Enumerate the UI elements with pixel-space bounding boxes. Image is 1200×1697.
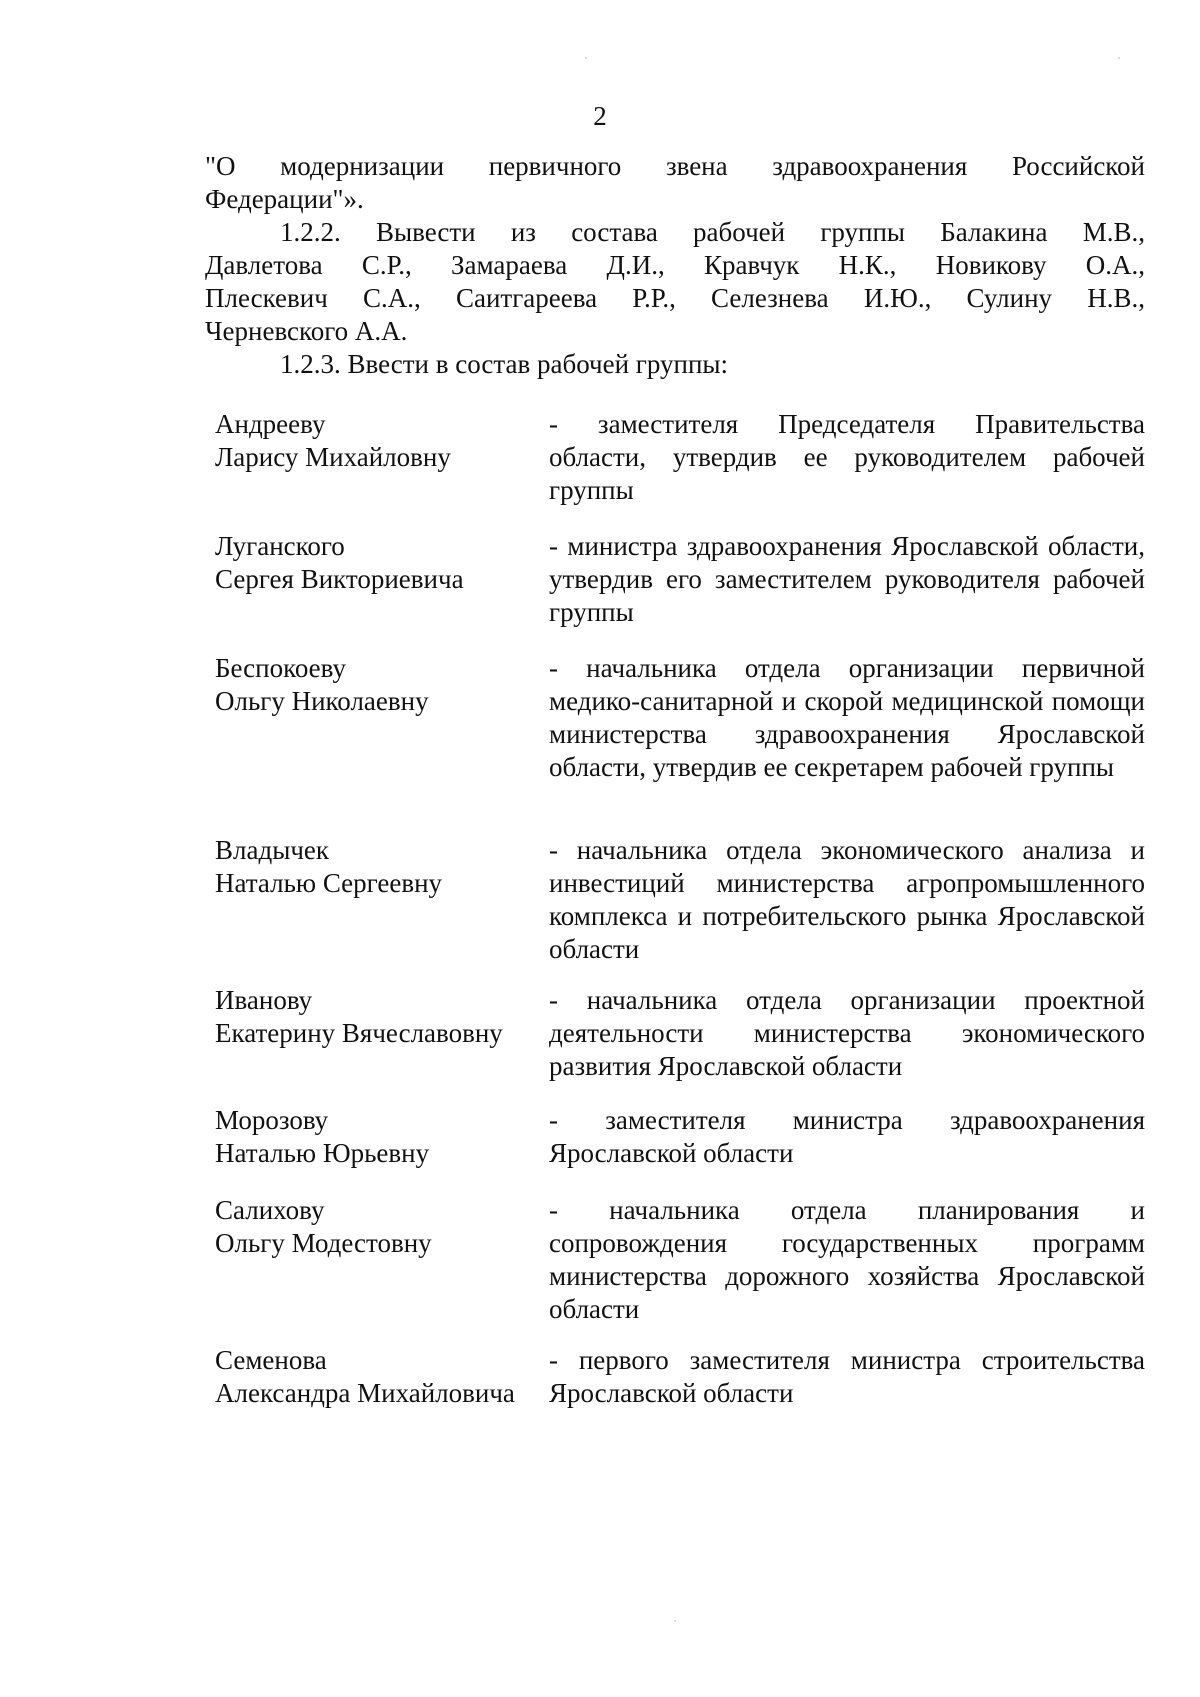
clause-123-heading: 1.2.3. Ввести в состав рабочей группы: xyxy=(280,349,729,379)
page-number: 2 xyxy=(593,101,607,131)
member-surname: Морозову xyxy=(215,1105,329,1135)
member-surname: Иванову xyxy=(215,985,313,1015)
member-surname: Семенова xyxy=(215,1345,327,1375)
member-surname: Салихову xyxy=(215,1195,325,1225)
member-name xyxy=(215,652,545,718)
member-name xyxy=(215,984,545,1050)
member-given-names: Сергея Викториевича xyxy=(215,564,464,594)
member-role: - заместителя министра здравоохранения Ярославской области xyxy=(549,1105,1145,1168)
member-role: - начальника отдела планирования и сопровождения государственных программ министерства дорожного хозяйства Ярославской области xyxy=(549,1195,1145,1324)
clause-122-line-4: Черневского А.А. xyxy=(205,316,408,346)
member-given-names: Александра Михайловича xyxy=(215,1378,515,1408)
member-role: - заместителя Председателя Правительства области, утвердив ее руководителем рабочей группы xyxy=(549,409,1145,505)
member-role: - первого заместителя министра строительства Ярославской области xyxy=(549,1345,1145,1408)
member-name xyxy=(215,1104,545,1170)
member-name xyxy=(215,1194,545,1260)
member-given-names: Наталью Сергеевну xyxy=(215,868,443,898)
member-name xyxy=(215,834,545,900)
member-surname: Луганского xyxy=(215,531,345,561)
scan-speck xyxy=(585,57,587,59)
member-surname: Беспокоеву xyxy=(215,653,346,683)
member-surname: Андрееву xyxy=(215,409,326,439)
member-given-names: Ольгу Николаевну xyxy=(215,686,429,716)
member-role: - начальника отдела экономического анализа и инвестиций министерства агропромышленного комплекса и потребительского рынка Ярославской области xyxy=(549,835,1145,964)
member-role: - начальника отдела организации проектной деятельности министерства экономического развития Ярославской области xyxy=(549,985,1145,1081)
member-role: - министра здравоохранения Ярославской области, утвердив его заместителем руководителя рабочей группы xyxy=(549,531,1145,627)
member-given-names: Екатерину Вячеславовну xyxy=(215,1018,503,1048)
clause-122-line-2: Давлетова С.Р., Замараева Д.И., Кравчук Н.К., Новикову О.А., xyxy=(205,250,1145,280)
member-given-names: Наталью Юрьевну xyxy=(215,1138,430,1168)
intro-line-1: "О модернизации первичного звена здравоохранения Российской xyxy=(205,151,1145,181)
member-name xyxy=(215,1344,545,1410)
clause-122-line-1: 1.2.2. Вывести из состава рабочей группы Балакина М.В., xyxy=(280,217,1145,247)
member-name xyxy=(215,408,545,474)
member-role: - начальника отдела организации первичной медико-санитарной и скорой медицинской помощи министерства здравоохранения Ярославской области, утвердив ее секретарем рабочей группы xyxy=(549,653,1145,782)
member-given-names: Ларису Михайловну xyxy=(215,442,451,472)
scan-speck xyxy=(674,1620,676,1622)
member-given-names: Ольгу Модестовну xyxy=(215,1228,432,1258)
member-name xyxy=(215,530,545,596)
clause-122-line-3: Плескевич С.А., Саитгареева Р.Р., Селезнева И.Ю., Сулину Н.В., xyxy=(205,283,1145,313)
intro-line-2: Федерации"». xyxy=(205,184,364,214)
member-surname: Владычек xyxy=(215,835,330,865)
scan-speck xyxy=(1118,57,1120,59)
